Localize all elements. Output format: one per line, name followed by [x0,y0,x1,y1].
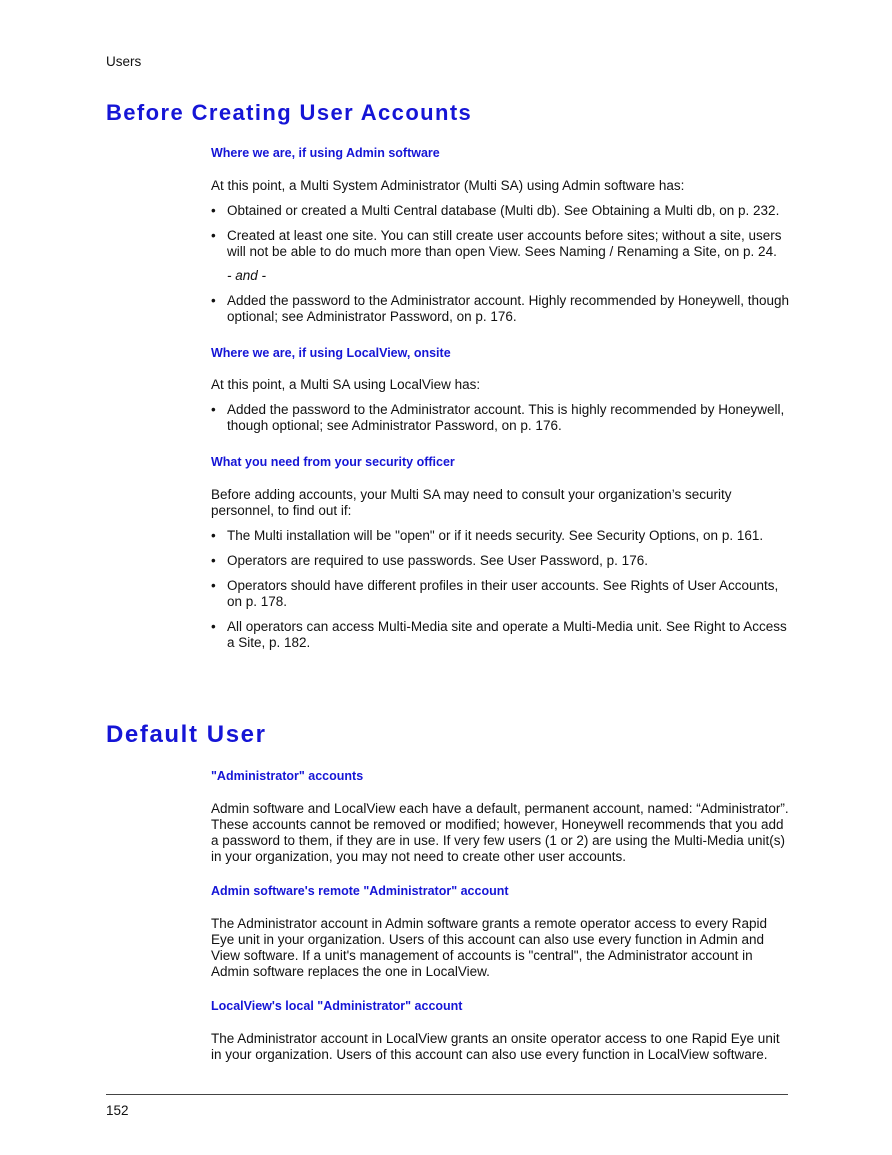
bullet-icon: • [211,578,216,593]
section-title-before-creating: Before Creating User Accounts [106,100,473,125]
and-separator: - and - [227,268,267,283]
subheading-admin-software: Where we are, if using Admin software [211,146,440,160]
subheading-security-officer: What you need from your security officer [211,455,455,469]
list-item: • Added the password to the Administrator account. Highly recommended by Honeywell, though optional; see Administrator Password, on p. 176. [211,293,790,324]
bullet-icon: • [211,293,216,308]
paragraph-administrator-accounts: Admin software and LocalView each have a default, permanent account, named: “Administrator”. These accounts cannot be removed or modified; however, Honeywell recommends that you add a password to them, if they are in use. If very few users (1 or 2) are using the Multi-Media unit(s) in your organization, you may not need to create other user accounts. [211,801,789,864]
list-item: • Operators should have different profiles in their user accounts. See Rights of User Accounts, on p. 178. [211,578,779,609]
list-item: • Created at least one site. You can still create user accounts before sites; without a site, users will not be able to do much more than open View. Sees Naming / Renaming a Site, on p. 24. [211,228,782,259]
paragraph-remote-administrator: The Administrator account in Admin software grants a remote operator access to every Rapid Eye unit in your organization. Users of this account can also use every function in Admin and View software. If a unit's management of accounts is "central", the Administrator account in Admin software replaces the one in LocalView. [211,916,768,979]
paragraph-security-intro: Before adding accounts, your Multi SA may need to consult your organization’s security personnel, to find out if: [211,487,732,518]
paragraph-admin-intro: At this point, a Multi System Administrator (Multi SA) using Admin software has: [211,178,685,193]
bullet-icon: • [211,203,216,218]
section-title-default-user: Default User [106,721,267,748]
running-header: Users [106,54,142,69]
bullet-icon: • [211,528,216,543]
footer-divider [106,1094,788,1095]
bullet-icon: • [211,553,216,568]
subheading-localview-onsite: Where we are, if using LocalView, onsite [211,346,451,360]
subheading-administrator-accounts: "Administrator" accounts [211,769,364,783]
list-item: • The Multi installation will be "open" or if it needs security. See Security Options, on p. 161. [211,528,764,543]
list-item: • Operators are required to use passwords. See User Password, p. 176. [211,553,648,568]
list-item: • Obtained or created a Multi Central database (Multi db). See Obtaining a Multi db, on p. 232. [211,203,780,218]
paragraph-localview-intro: At this point, a Multi SA using LocalView has: [211,377,481,392]
page-number: 152 [106,1103,129,1118]
bullet-icon: • [211,619,216,634]
list-item: • Added the password to the Administrator account. This is highly recommended by Honeywell, though optional; see Administrator Password, on p. 176. [211,402,785,433]
subheading-remote-administrator: Admin software's remote "Administrator" account [211,884,509,898]
list-item: • All operators can access Multi-Media site and operate a Multi-Media unit. See Right to Access a Site, p. 182. [211,619,787,650]
bullet-icon: • [211,228,216,243]
paragraph-local-administrator: The Administrator account in LocalView grants an onsite operator access to one Rapid Eye unit in your organization. Users of this account can also use every function in LocalView software. [211,1031,780,1062]
bullet-icon: • [211,402,216,417]
subheading-local-administrator: LocalView's local "Administrator" account [211,999,463,1013]
